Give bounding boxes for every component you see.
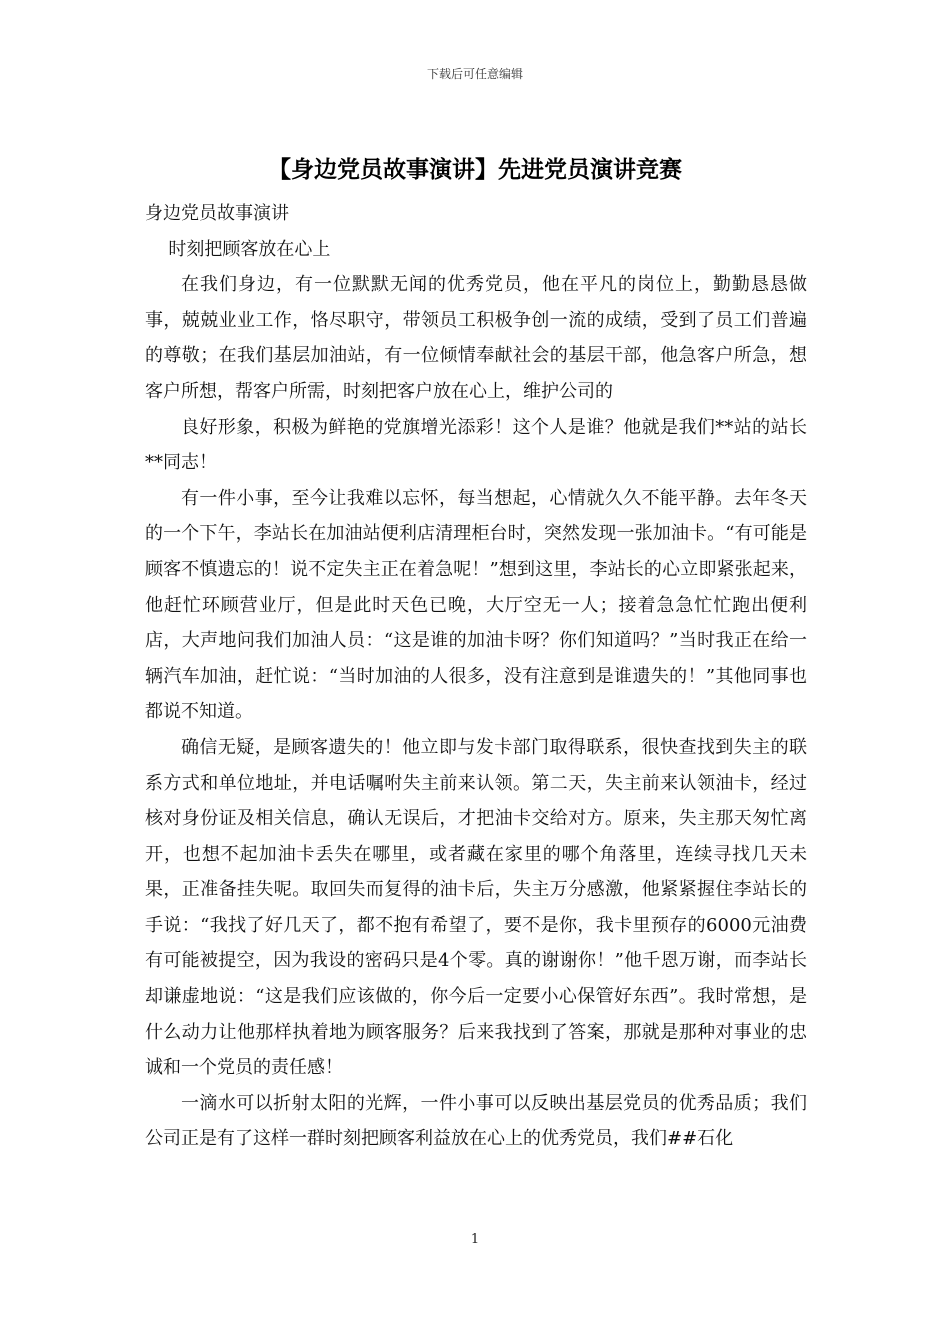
document-body: [145, 196, 807, 1157]
document-title: 【身边党员故事演讲】先进党员演讲竞赛: [268, 157, 682, 183]
paragraph: 确信无疑，是顾客遗失的！他立即与发卡部门取得联系，很快查找到失主的联系方式和单位地址，并电话嘱咐失主前来认领。第二天，失主前来认领油卡，经过核对身份证及相关信息，确认无误后，才把油卡交给对方。原来，失主那天匆忙离开，也想不起加油卡丢失在哪里，或者藏在家里的哪个角落里，连续寻找几天未果，正准备挂失呢。取回失而复得的油卡后，失主万分感激，他紧紧握住李站长的手说：“我找了好几天了，都不抱有希望了，要不是你，我卡里预存的6000元油费有可能被提空，因为我设的密码只是4个零。真的谢谢你！”他千恩万谢，而李站长却谦虚地说：“这是我们应该做的，你今后一定要小心保管好东西”。我时常想，是什么动力让他那样执着地为顾客服务？后来我找到了答案，那就是那种对事业的忠诚和一个党员的责任感！: [145, 736, 807, 1079]
paragraph: 有一件小事，至今让我难以忘怀，每当想起，心情就久久不能平静。去年冬天的一个下午，李站长在加油站便利店清理柜台时，突然发现一张加油卡。“有可能是顾客不慎遗忘的！说不定失主正在着急呢！”想到这里，李站长的心立即紧张起来，他赶忙环顾营业厅，但是此时天色已晚，大厅空无一人；接着急急忙忙跑出便利店，大声地问我们加油人员：“这是谁的加油卡呀？你们知道吗？”当时我正在给一辆汽车加油，赶忙说：“当时加油的人很多，没有注意到是谁遗失的！”其他同事也都说不知道。: [145, 487, 807, 723]
page-number: 1: [470, 1232, 480, 1247]
document-subheading: 时刻把顾客放在心上: [168, 238, 331, 260]
paragraph: 良好形象，积极为鲜艳的党旗增光添彩！这个人是谁？他就是我们**站的站长**同志！: [145, 416, 807, 474]
paragraph: 一滴水可以折射太阳的光辉，一件小事可以反映出基层党员的优秀品质；我们公司正是有了这样一群时刻把顾客利益放在心上的优秀党员，我们##石化: [145, 1092, 807, 1150]
document-subtitle: 身边党员故事演讲: [145, 203, 289, 224]
paragraph: 在我们身边，有一位默默无闻的优秀党员，他在平凡的岗位上，勤勤恳恳做事，兢兢业业工作，恪尽职守，带领员工积极争创一流的成绩，受到了员工们普遍的尊敬；在我们基层加油站，有一位倾情奉献社会的基层干部，他急客户所急，想客户所想，帮客户所需，时刻把客户放在心上，维护公司的: [145, 274, 807, 402]
header-note: 下载后可任意编辑: [426, 67, 523, 81]
